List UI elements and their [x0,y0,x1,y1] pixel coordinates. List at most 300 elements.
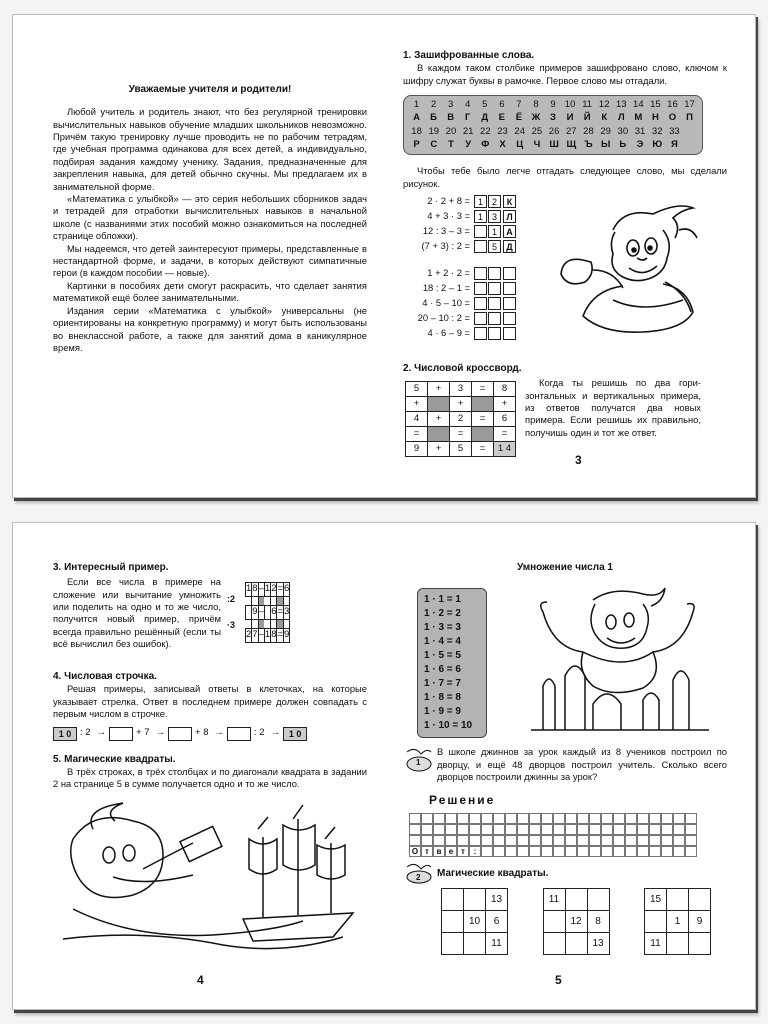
cipher-cell: 22 [480,126,491,138]
cipher-cell: Ё [515,111,523,123]
answer-box[interactable] [503,312,516,325]
solution-grid-cell[interactable] [517,824,529,835]
page-number: 4 [197,973,204,987]
magic-square-cell[interactable] [442,933,464,955]
multiplication-row: 1 · 7 = 7 [424,678,461,690]
task2-block [403,867,727,883]
magic-square-cell[interactable] [543,911,565,933]
task-1-number: 1 [416,758,421,768]
solution-grid-cell[interactable] [577,846,589,857]
solution-grid-cell[interactable] [565,846,577,857]
solution-grid-cell[interactable] [541,835,553,846]
intro-paragraph: Издания серии «Математика с улыбкой» универсальны (не ориентированы на конкретную программу) и могут быть использованы во внеклассной работе, а также для занятий дома в каникулярное время. [53,304,367,353]
cipher-cell: Ъ [584,138,593,150]
crossword-row [406,382,516,397]
solution-grid-cell[interactable] [661,824,673,835]
cipher-cell: 31 [634,126,646,138]
solution-grid-cell[interactable] [673,813,685,824]
solution-grid-cell[interactable] [493,813,505,824]
solved-example-row [411,209,516,224]
solution-grid-cell[interactable] [457,824,469,835]
magic-square-cell[interactable]: 11 [486,933,508,955]
magic-square [441,888,508,955]
solution-grid-cell[interactable] [601,846,613,857]
solution-grid-cell[interactable] [553,824,565,835]
solution-grid-cell[interactable] [637,824,649,835]
example-cell: 6 [284,583,290,597]
magic-square-cell[interactable] [565,889,587,911]
solution-grid-cell[interactable] [541,824,553,835]
cipher-cell: 23 [497,126,508,138]
solution-grid-cell[interactable] [661,835,673,846]
example-cell: = [277,583,284,597]
magic-square-cell[interactable] [442,911,464,933]
answer-label-letter: : [469,846,481,857]
chain-box[interactable]: 1 0 [53,727,77,741]
answer-letter[interactable]: Л [503,210,516,223]
genie-palace-illustration [523,580,713,740]
solution-grid-cell[interactable] [553,835,565,846]
cipher-cell: 26 [548,126,560,138]
cipher-cell: Э [636,138,644,150]
answer-box[interactable] [488,267,501,280]
answer-box[interactable] [474,240,487,253]
cipher-cell: 6 [499,99,505,110]
crossword-row [406,442,516,457]
solution-grid-cell[interactable] [625,846,637,857]
cipher-key [403,95,703,155]
answer-box[interactable] [474,297,487,310]
task3-text: Если все числа в примере на сложение или вычитание умножить или поделить на одно и то же число, получится новый пример, причём всегда правильно решённый (если ты всё вычислил без ошибок). [53,576,221,650]
unsolved-example-row [411,296,516,311]
example-cell: 9 [252,606,258,620]
crossword-cell: = [472,412,494,427]
chain-box[interactable]: 1 0 [283,727,307,741]
example-spacer [246,620,290,629]
crossword-cell: = [472,382,494,397]
task3-body [53,574,367,666]
answer-box[interactable] [488,312,501,325]
cipher-cell: 5 [482,99,488,110]
solution-grid-cell[interactable] [601,835,613,846]
example-expression: 20 – 10 : 2 = [417,312,470,324]
solution-grid-cell[interactable] [493,835,505,846]
solution-grid-cell[interactable] [445,835,457,846]
solution-grid-cell[interactable] [577,813,589,824]
genie-ship-illustration [53,799,363,955]
page-4 [13,523,385,1009]
cipher-cell: Ч [533,138,541,150]
example-expression: 4 + 3 · 3 = [427,210,470,222]
cipher-cell: Т [448,138,454,150]
answer-box[interactable] [474,312,487,325]
task1-block [403,746,727,783]
solution-grid[interactable] [403,813,727,857]
arrow-icon: → [155,727,166,739]
solution-grid-cell[interactable] [421,813,433,824]
crossword-cell: 8 [494,382,516,397]
solution-grid-cell[interactable] [469,813,481,824]
solution-grid-cell[interactable] [613,835,625,846]
answer-box[interactable] [474,267,487,280]
solution-grid-cell[interactable] [481,813,493,824]
cipher-cell: 32 [651,126,663,138]
cipher-cell: 8 [533,99,539,110]
cipher-cell: 16 [667,99,678,110]
solution-grid-cell[interactable] [565,813,577,824]
solution-grid-cell[interactable] [661,846,673,857]
bottom-spread [12,522,756,1010]
solution-grid-cell[interactable] [433,813,445,824]
example-cell: – [258,606,264,620]
example-expression: 1 + 2 · 2 = [427,267,470,279]
cipher-cell: 20 [445,126,457,138]
magic-square-cell[interactable]: 11 [645,933,667,955]
solution-grid-cell[interactable] [613,846,625,857]
solution-grid-cell[interactable] [649,846,661,857]
solution-grid-cell[interactable] [409,824,421,835]
cipher-cell: З [550,111,556,123]
cipher-cell: В [447,111,455,123]
magic-square-cell[interactable] [645,911,667,933]
solution-grid-cell[interactable] [685,835,697,846]
answer-box[interactable] [503,282,516,295]
solution-grid-cell[interactable] [601,813,613,824]
solution-grid-cell[interactable] [589,813,601,824]
answer-box[interactable] [488,282,501,295]
cipher-row2-numbers [408,126,698,139]
unsolved-example-row [411,326,516,341]
solution-grid-cell[interactable] [553,813,565,824]
solution-grid-cell[interactable] [577,835,589,846]
op-multiply-label: ·3 [227,620,236,631]
solution-grid-cell[interactable] [673,835,685,846]
solution-grid-cell[interactable] [589,824,601,835]
crossword-cell: 3 [450,382,472,397]
cipher-cell: 12 [598,99,610,110]
intro-paragraph: «Математика с улыбкой» — это серия небольших сборников задач и тетрадей для отработки вычислительных навыков в начальной школе (с названиями этих пособий можно ознакомиться на последней странице обложки). [53,193,367,242]
magic-square-cell[interactable]: 10 [464,911,486,933]
solution-grid-cell[interactable] [505,824,517,835]
example-spacer-cell [284,620,290,629]
cipher-cell: 15 [650,99,661,110]
solution-grid-cell[interactable] [445,813,457,824]
cipher-cell: И [566,111,574,123]
solution-grid-cell[interactable] [589,846,601,857]
cipher-cell: Ь [619,138,627,150]
solution-grid-cell[interactable] [649,835,661,846]
solution-grid-cell[interactable] [445,824,457,835]
cipher-cell: 25 [531,126,543,138]
cipher-row1-numbers [408,99,698,112]
solution-grid-cell[interactable] [685,813,697,824]
solution-grid-cell[interactable] [433,835,445,846]
cipher-cell: Е [498,111,506,123]
page-number: 3 [575,453,582,467]
solution-grid-cell[interactable] [409,813,421,824]
solution-grid-cell[interactable] [625,835,637,846]
solution-grid-cell[interactable] [613,813,625,824]
op-divide-label: :2 [227,594,236,605]
cipher-cell: 10 [564,99,576,110]
answer-box[interactable]: 1 [474,210,487,223]
magic-square-cell[interactable] [667,933,689,955]
solution-grid-cell[interactable] [529,824,541,835]
cipher-cell: К [601,111,608,123]
crossword-cell: 5 [450,442,472,457]
solution-grid-cell[interactable] [493,824,505,835]
solution-grid-cell[interactable] [505,813,517,824]
answer-box[interactable]: 5 [488,240,501,253]
example-expression: 2 · 2 + 8 = [427,195,470,207]
multiplication-row: 1 · 4 = 4 [424,636,461,648]
solution-grid-cell[interactable] [457,813,469,824]
magic-square-cell[interactable] [689,889,711,911]
task5-title: 5. Магические квадраты. [53,753,176,765]
answer-box[interactable]: 1 [488,225,501,238]
crossword-row [406,412,516,427]
cipher-cell: 33 [669,126,680,138]
solution-grid-cell[interactable] [433,824,445,835]
example-cell: = [277,606,284,620]
magic-square-cell[interactable] [442,889,464,911]
crossword-cell: = [494,427,516,442]
solution-grid-cell[interactable] [589,835,601,846]
answer-box[interactable]: 2 [488,195,501,208]
answer-box[interactable] [474,225,487,238]
magic-square-cell[interactable]: 11 [543,889,565,911]
solution-grid-cell[interactable] [517,813,529,824]
magic-square-cell[interactable]: 1 [667,911,689,933]
solution-grid-cell[interactable] [673,846,685,857]
crossword-cell: = [450,427,472,442]
example-cell: 3 [284,606,290,620]
solution-grid-cell[interactable] [637,835,649,846]
multiplication-table [417,588,487,738]
multiplication-section [403,588,727,738]
solution-grid-cell[interactable] [673,824,685,835]
example-expression: 4 · 6 – 9 = [427,327,470,339]
intro-title: Уважаемые учителя и родители! [128,84,292,95]
solution-grid-cell[interactable] [601,824,613,835]
solution-grid-cell[interactable] [625,824,637,835]
magic-square-row [645,933,711,955]
multiplication-row: 1 · 9 = 9 [424,706,461,718]
cipher-cell: Ж [531,111,541,123]
solution-grid-cell[interactable] [469,824,481,835]
task1-text: В каждом таком столбике примеров зашифровано слово, ключом к шифру служат буквы в рамочке. Первое слово мы отгадали. [403,62,727,86]
solution-grid-cell[interactable] [529,835,541,846]
magic-square-row [543,911,609,933]
magic-square-cell[interactable] [667,889,689,911]
magic-square-cell[interactable]: 12 [565,911,587,933]
example-row [246,629,290,643]
magic-square-cell[interactable]: 13 [486,889,508,911]
solution-grid-cell[interactable] [469,835,481,846]
magic-square-row [543,933,609,955]
solution-grid-cell[interactable] [493,846,505,857]
crossword-cell [428,397,450,412]
solution-grid-cell[interactable] [577,824,589,835]
answer-label-letter: т [457,846,469,857]
answer-box[interactable]: 1 [474,195,487,208]
solved-examples [411,194,516,254]
example-cell: 1 [264,629,270,643]
top-spread [12,14,756,498]
cipher-cell: Ц [516,138,524,150]
solution-grid-cell[interactable] [649,813,661,824]
cipher-cell: Ы [601,138,611,150]
multiplication-row: 1 · 10 = 10 [424,720,473,732]
example-cell: 2 [271,583,277,597]
multiplication-row: 1 · 8 = 8 [424,692,461,704]
example-expression: 12 : 3 – 3 = [422,225,470,237]
crossword-grid [405,381,516,457]
intro-text [53,106,367,354]
magic-square-cell[interactable] [464,933,486,955]
arrow-icon: → [270,727,281,739]
cipher-cell: Р [413,138,420,150]
answer-box[interactable] [474,327,487,340]
cipher-cell: С [430,138,438,150]
solution-grid-cell[interactable] [421,835,433,846]
solution-grid-cell[interactable] [421,824,433,835]
solution-grid-cell[interactable] [565,824,577,835]
answer-box[interactable] [503,297,516,310]
solution-grid-cell[interactable] [541,846,553,857]
magic-square-cell[interactable] [689,933,711,955]
chain-operation: + 7 [136,727,150,739]
magic-square-row [442,911,508,933]
solution-grid-row [409,813,727,824]
solution-grid-cell[interactable] [517,846,529,857]
answer-label-letter: е [445,846,457,857]
answer-box[interactable] [488,327,501,340]
solution-grid-cell[interactable] [685,824,697,835]
solution-grid-cell[interactable] [481,824,493,835]
cipher-exercise [403,190,727,360]
magic-square-cell[interactable] [565,933,587,955]
page-3 [385,15,756,497]
solution-grid-cell[interactable] [457,835,469,846]
answer-box[interactable] [503,327,516,340]
multiplication-row: 1 · 1 = 1 [424,594,461,606]
solution-grid-cell[interactable] [565,835,577,846]
chain-box[interactable] [168,727,192,741]
solution-grid-cell[interactable] [541,813,553,824]
unsolved-examples [411,266,516,341]
answer-box[interactable] [488,297,501,310]
example-expression: 18 : 2 – 1 = [422,282,470,294]
crossword-cell: = [406,427,428,442]
answer-letter[interactable]: А [503,225,516,238]
example-cell: 1 [246,583,252,597]
task1-text: В школе джиннов за урок каждый из 8 учеников построил по дворцу, и ещё 48 дворцов построил учитель. Сколько всего дворцов построили джинны за урок? [437,746,727,782]
magic-square-cell[interactable] [587,889,609,911]
task4-text: Решая примеры, записывай ответы в клеточках, на которые указывает стрелка. Ответ в последнем примере должен совпадать с первым числом в строчке. [53,683,367,720]
task5-text: В трёх строках, в трёх столбцах и по диагонали квадрата в задании 2 на странице 5 в сумме получается одно и то же число. [53,765,367,790]
crossword-cell: = [472,442,494,457]
answer-letter[interactable]: К [503,195,516,208]
example-cell: – [258,583,264,597]
task1-title: 1. Зашифрованные слова. [403,50,535,61]
magic-square-cell[interactable] [464,889,486,911]
answer-box[interactable]: 3 [488,210,501,223]
unsolved-example-row [411,311,516,326]
task4-title: 4. Числовая строчка. [53,671,157,683]
solution-grid-cell[interactable] [481,846,493,857]
chain-box[interactable] [227,727,251,741]
example-expression: 4 · 5 – 10 = [422,297,470,309]
answer-box[interactable] [503,267,516,280]
solution-grid-cell[interactable] [505,846,517,857]
solution-grid-cell[interactable] [409,835,421,846]
solution-grid-cell[interactable] [529,846,541,857]
solved-example-row [411,194,516,209]
cipher-cell: 19 [428,126,440,138]
solution-grid-cell[interactable] [517,835,529,846]
solution-grid-cell[interactable] [529,813,541,824]
crossword-cell [472,427,494,442]
cipher-cell: 1 [413,99,420,110]
cipher-cell: Н [651,111,659,123]
solution-grid-cell[interactable] [637,846,649,857]
example-spacer [246,597,290,606]
example-expression: (7 + 3) : 2 = [421,240,470,252]
cipher-cell: 27 [565,126,577,138]
intro-paragraph: Мы надеемся, что детей заинтересуют примеры, представленные в нестандартной форме, и задачи, в которых действуют симпатичные герои (в каждом пособии — новые). [53,242,367,279]
chain-box[interactable] [109,727,133,741]
solution-grid-cell[interactable] [685,846,697,857]
solution-grid-cell[interactable] [553,846,565,857]
solution-grid-cell[interactable] [481,835,493,846]
crossword-cell: 6 [494,412,516,427]
example-cell: 7 [252,629,258,643]
solution-grid-cell[interactable] [661,813,673,824]
solution-grid-cell[interactable] [613,824,625,835]
magic-square-cell[interactable] [543,933,565,955]
solution-grid-cell[interactable] [637,813,649,824]
magic-square-cell[interactable]: 9 [689,911,711,933]
number-chain [53,727,367,741]
answer-letter[interactable]: Д [503,240,516,253]
cipher-cell: М [634,111,643,123]
cipher-cell: 28 [583,126,594,138]
cipher-row1-letters [408,112,698,125]
magic-square-cell[interactable]: 8 [587,911,609,933]
solution-grid-row [409,846,727,857]
solution-grid-cell[interactable] [625,813,637,824]
magic-square-cell[interactable]: 6 [486,911,508,933]
intro-paragraph: Любой учитель и родитель знают, что без регулярной тренировки вычислительных навыков обучение младших школьников невозможно. Причём такую тренировку лучше проводить не по рабочим тетрадям, где учебная программа одинакова для всех детей, а индивидуально, подбирая задания каждому ученику. Задания, предназначенные для закрепления навыка, для детей обычно скучны. Мы предлагаем их в занимательной форме. [53,106,367,192]
magic-square-cell[interactable]: 15 [645,889,667,911]
magic-square-cell[interactable]: 13 [587,933,609,955]
magic-squares [441,888,711,955]
example-cell: = [277,629,284,643]
chain-operation: : 2 [254,727,265,739]
crossword-row [406,427,516,442]
answer-box[interactable] [474,282,487,295]
crossword-cell: 5 [406,382,428,397]
solved-example-row [411,239,516,254]
cipher-cell: 30 [617,126,629,138]
cipher-cell: Й [583,111,591,123]
solution-grid-cell[interactable] [505,835,517,846]
task2-title: Магические квадраты. [437,868,549,880]
solution-grid-cell[interactable] [649,824,661,835]
answer-label-letter: О [409,846,421,857]
cipher-cell: 21 [462,126,474,138]
